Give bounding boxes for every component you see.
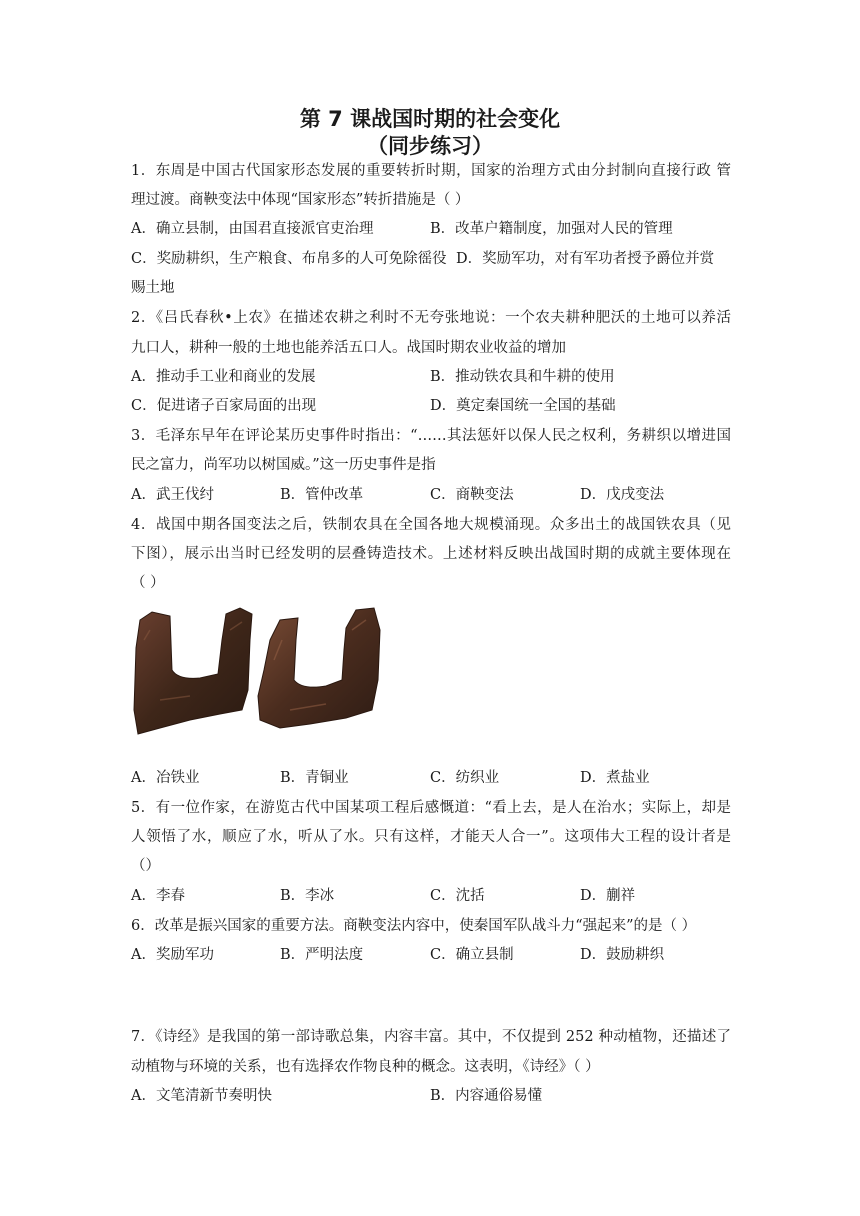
q2-stem-line2: 九口人，耕种一般的土地也能养活五口人。战国时期农业收益的增加 — [131, 340, 566, 356]
q7-stem-line2: 动植物与环境的关系，也有选择农作物良种的概念。这表明，《诗经》（ ） — [131, 1059, 600, 1075]
q5-option-d[interactable]: D．蒯祥 — [580, 888, 636, 904]
q5-stem-line1: 5．有一位作家，在游览古代中国某项工程后感慨道：“看上去，是人在治水；实际上，却是 — [131, 800, 731, 816]
q1-stem-line2: 理过渡。商鞅变法中体现“国家形态”转折措施是（ ） — [131, 192, 470, 208]
q5-stem-line2: 人领悟了水，顺应了水，听从了水。只有这样，才能天人合一”。这项伟大工程的设计者是 — [131, 829, 731, 845]
iron-tool-right — [258, 608, 380, 728]
q6-stem-line1: 6．改革是振兴国家的重要方法。商鞅变法内容中，使秦国军队战斗力“强起来”的是（ ） — [131, 918, 697, 934]
q3-option-a[interactable]: A．武王伐纣 — [131, 487, 214, 503]
q5-option-c[interactable]: C．沈括 — [430, 888, 485, 904]
q6-option-d[interactable]: D．鼓励耕织 — [580, 947, 665, 963]
page-title: 第 7 课战国时期的社会变化 — [299, 107, 561, 131]
q5-option-b[interactable]: B．李冰 — [280, 888, 335, 904]
iron-farm-tools-image — [130, 600, 390, 740]
q1-option-c[interactable]: C．奖励耕织，生产粮食、布帛多的人可免除徭役 — [131, 251, 447, 267]
q4-option-a[interactable]: A．冶铁业 — [131, 770, 200, 786]
q2-option-b[interactable]: B．推动铁农具和牛耕的使用 — [430, 369, 615, 385]
q4-option-c[interactable]: C．纺织业 — [430, 770, 500, 786]
q3-option-d[interactable]: D．戊戌变法 — [580, 487, 665, 503]
q3-option-c[interactable]: C．商鞅变法 — [430, 487, 514, 503]
q4-stem-line1: 4．战国中期各国变法之后，铁制农具在全国各地大规模涌现。众多出土的战国铁农具（见 — [131, 517, 731, 533]
q2-option-c[interactable]: C．促进诸子百家局面的出现 — [131, 398, 317, 414]
q1-option-a[interactable]: A．确立县制，由国君直接派官吏治理 — [131, 221, 374, 237]
q1-option-d-cont: 赐土地 — [131, 280, 175, 296]
q7-option-b[interactable]: B．内容通俗易懂 — [430, 1088, 543, 1104]
q3-option-b[interactable]: B．管仲改革 — [280, 487, 364, 503]
q7-option-a[interactable]: A．文笔清新节奏明快 — [131, 1088, 272, 1104]
q6-option-a[interactable]: A．奖励军功 — [131, 947, 214, 963]
q5-option-a[interactable]: A．李春 — [131, 888, 185, 904]
q4-stem-line2: 下图），展示出当时已经发明的层叠铸造技术。上述材料反映出战国时期的成就主要体现在 — [131, 546, 731, 562]
q1-option-b[interactable]: B．改革户籍制度，加强对人民的管理 — [430, 221, 673, 237]
q2-option-a[interactable]: A．推动手工业和商业的发展 — [131, 369, 316, 385]
q6-option-c[interactable]: C．确立县制 — [430, 947, 514, 963]
q4-option-b[interactable]: B．青铜业 — [280, 770, 349, 786]
q7-stem-line1: 7．《诗经》是我国的第一部诗歌总集，内容丰富。其中，不仅提到 252 种动植物，还描述了 — [131, 1029, 731, 1045]
q1-stem-line1: 1．东周是中国古代国家形态发展的重要转折时期，国家的治理方式由分封制向直接行政 管 — [131, 163, 731, 179]
q4-option-d[interactable]: D．煮盐业 — [580, 770, 650, 786]
q2-option-d[interactable]: D．奠定秦国统一全国的基础 — [430, 398, 616, 414]
page-subtitle: （同步练习） — [367, 134, 493, 158]
q3-stem-line2: 民之富力，尚军功以树国威。”这一历史事件是指 — [131, 457, 436, 473]
q6-option-b[interactable]: B．严明法度 — [280, 947, 364, 963]
q2-stem-line1: 2．《吕氏春秋•上农》在描述农耕之利时不无夸张地说：一个农夫耕种肥沃的土地可以养活 — [131, 310, 731, 326]
q3-stem-line1: 3．毛泽东早年在评论某历史事件时指出：“……其法惩奸以保人民之权利，务耕织以增进国 — [131, 428, 731, 444]
q5-stem-line3: （） — [131, 858, 160, 874]
q1-option-d[interactable]: D．奖励军功，对有军功者授予爵位并赏 — [456, 251, 715, 267]
q4-stem-line3: （ ） — [131, 575, 165, 591]
